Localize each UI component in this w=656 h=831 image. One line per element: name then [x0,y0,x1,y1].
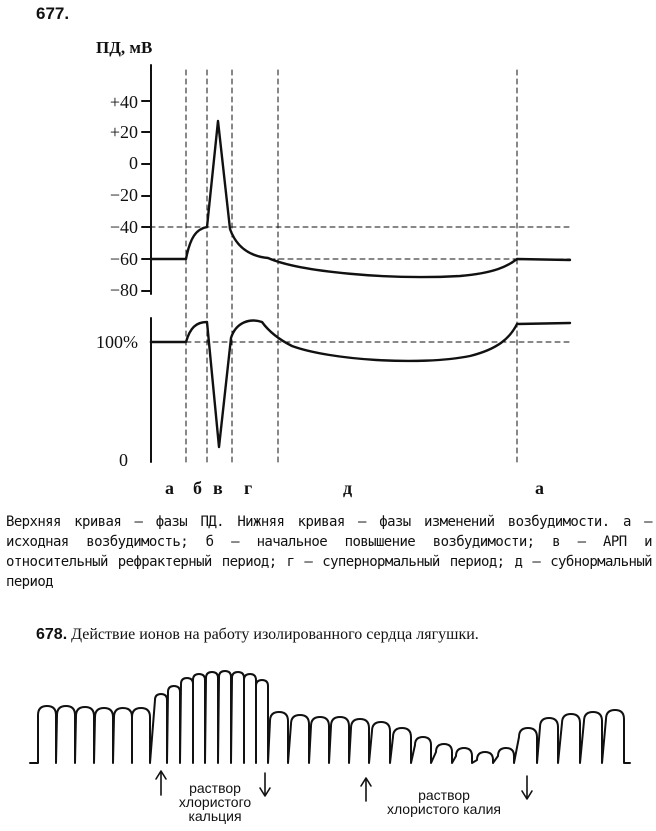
excitability-curve [151,321,570,447]
potassium-solution-label: раствор хлористого калия [386,787,502,817]
tick-plus40: +40 [109,92,138,112]
phase-label-d: д [343,478,353,498]
axes [142,65,151,462]
phase-label-b: б [193,478,202,498]
heart-contraction-trace [30,671,630,763]
figure-678-heading [36,626,479,644]
reference-lines [150,227,570,342]
action-potential-curve [151,121,570,277]
tick-100-percent: 100% [96,332,138,352]
phase-dividers [186,70,517,462]
figure-678-number: 678. [36,626,68,643]
tick-minus20: −20 [109,185,138,205]
tick-minus60: −60 [109,249,138,269]
phase-label-a-end: а [535,478,544,498]
tick-minus40: −40 [109,217,138,237]
tick-zero: 0 [129,153,138,173]
figure-678-title: Действие ионов на работу изолированного сердца лягушки. [71,626,479,643]
figure-677-number: 677. [36,4,70,23]
phase-label-a: а [165,478,174,498]
tick-minus80: −80 [109,280,138,300]
y-axis-label: ПД, мВ [96,38,153,57]
tick-plus20: +20 [109,122,138,142]
figure-677-caption: Верхняя кривая — фазы ПД. Нижняя кривая — фазы изменений возбудимости. а — исходная возбудимость; б — начальное повышение возбудимости; в — АРП и относительный рефрактерный период; г — супернормальный период; д — субнормальный период [6,514,652,590]
phase-label-v: в [213,478,223,498]
phase-label-g: г [244,478,253,498]
tick-zero-excitability: 0 [119,450,128,470]
calcium-solution-label: раствор хлористого кальция [178,780,252,824]
